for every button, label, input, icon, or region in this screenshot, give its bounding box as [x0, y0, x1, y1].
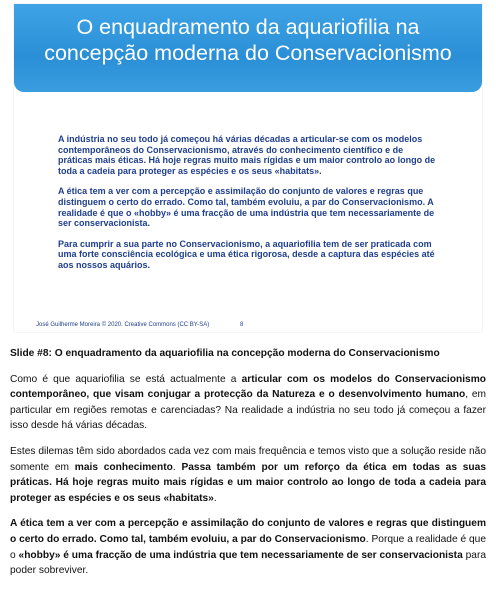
slide-title-line2: concepção moderna do Conservacionismo: [44, 41, 452, 65]
notes-p3-bold-1: A ética tem a ver com a percepção e assimilação do conjunto de valores e regras que distinguem o certo do errado. Como tal, também evoluiu, a par do Conservacionismo: [10, 518, 486, 545]
slide-paragraph-3: Para cumprir a sua parte no Conservacionismo, a aquariofilia tem de ser praticada com uma forte consciência ecológica e uma ética rigorosa, desde a captura das espécies até aos nossos aquários.: [58, 238, 435, 270]
notes-p3-text-1: . Porque a realidade é que o: [10, 533, 487, 561]
notes-p3-text-2: para poder sobreviver.: [10, 549, 486, 577]
notes-p1-bold-1: articular com os modelos do Conservacionismo contemporâneo, que visam conjugar a protecção da Natureza e o desenvolvimento humano: [10, 373, 486, 401]
slide-header: [14, 4, 482, 92]
speaker-notes: [10, 346, 486, 589]
notes-heading: Slide #8: O enquadramento da aquariofilia na concepção moderna do Conservacionismo: [10, 348, 440, 359]
slide: [14, 4, 482, 332]
slide-page-number: 8: [240, 322, 244, 328]
slide-footer: José Guilherme Moreira © 2020. Creative Commons (CC BY-SA): [36, 322, 210, 328]
notes-paragraph-2: [10, 444, 486, 506]
slide-body: [58, 134, 436, 281]
notes-p2-bold-1: mais conhecimento: [74, 461, 173, 473]
notes-p2-bold-2: Passa também por um reforço da ética em todas as suas práticas. Há hoje regras muito mais rígidas e um maior controlo ao longo de toda a cadeia para proteger as espécies e os seus «habitats»: [10, 461, 486, 504]
notes-paragraph-3: [10, 516, 486, 578]
slide-paragraph-1: A indústria no seu todo já começou há várias décadas a articular-se com os modelos contemporâneos do Conservacionismo, através do conhecimento científico e de práticas mais éticas. Há hoje regras muito mais rígidas e um maior controlo ao longo de toda a cadeia para proteger as espécies e os seus «habitats».: [58, 134, 436, 176]
notes-p2-text-3: .: [213, 492, 217, 504]
notes-p2-text-2: .: [172, 461, 182, 473]
notes-p1-text-2: , em particular em regiões remotas e carenciadas? Na realidade a indústria no seu todo já começou a fazer isso desde há várias décadas.: [10, 389, 486, 432]
slide-paragraph-2: A ética tem a ver com a percepção e assimilação do conjunto de valores e regras que distinguem o certo do errado. Como tal, também evoluiu, a par do Conservacionismo. A realidade é que o «hobby» é uma fracção de uma indústria que tem necessariamente de ser conservacionista.: [58, 186, 435, 229]
notes-paragraph-1: [10, 372, 486, 434]
notes-p3-bold-2: «hobby» é uma fracção de uma indústria que tem necessariamente de ser conservacionista: [18, 549, 463, 561]
notes-p1-text-1: Como é que aquariofilia se está actualmente a: [10, 373, 242, 385]
slide-title: [14, 14, 482, 66]
slide-title-line1: O enquadramento da aquariofilia na: [76, 15, 420, 39]
notes-p2-text-1: Estes dilemas têm sido abordados cada vez com mais frequência e temos visto que a solução reside não somente em: [10, 445, 486, 473]
